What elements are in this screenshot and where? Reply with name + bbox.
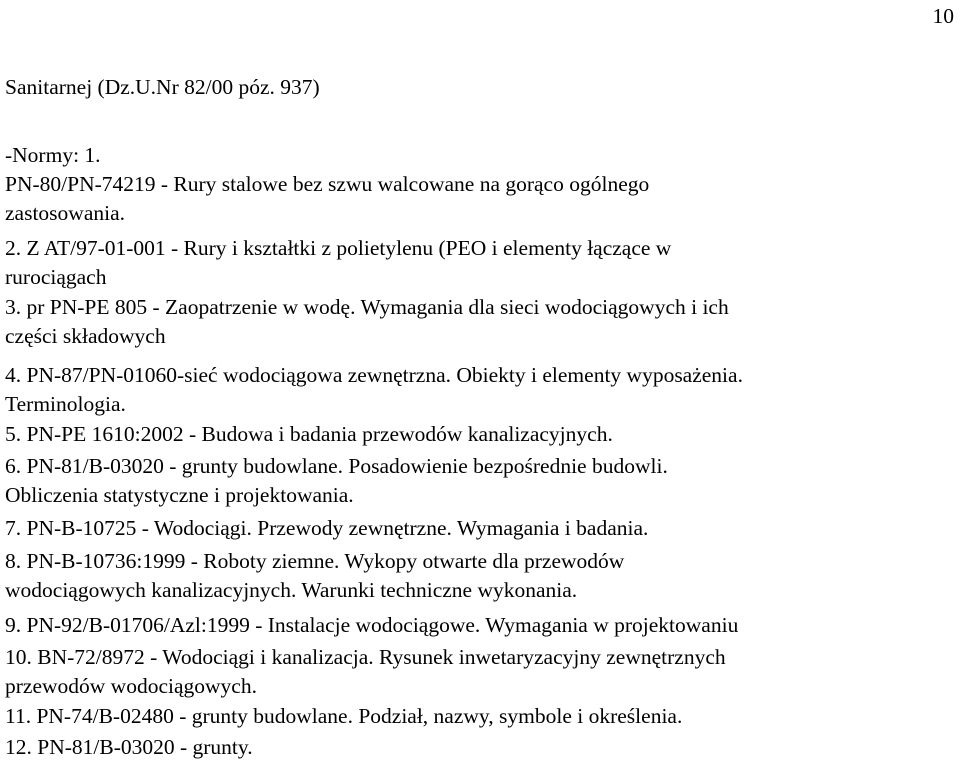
norm-line: 11. PN-74/B-02480 - grunty budowlane. Podział, nazwy, symbole i określenia.: [5, 704, 683, 728]
intro-line: Sanitarnej (Dz.U.Nr 82/00 póz. 937): [5, 75, 320, 99]
norm-line: 7. PN-B-10725 - Wodociągi. Przewody zewnętrzne. Wymagania i badania.: [5, 516, 649, 540]
norm-line: Obliczenia statystyczne i projektowania.: [5, 483, 354, 507]
norm-line: rurociągach: [5, 265, 107, 289]
norms-heading: -Normy: 1.: [5, 143, 101, 167]
norm-line: wodociągowych kanalizacyjnych. Warunki techniczne wykonania.: [5, 578, 578, 602]
norm-line: części składowych: [5, 324, 166, 348]
norm-line: Terminologia.: [5, 392, 126, 416]
norm-line: 5. PN-PE 1610:2002 - Budowa i badania przewodów kanalizacyjnych.: [5, 422, 613, 446]
page-number: 10: [932, 4, 954, 28]
norm-line: 6. PN-81/B-03020 - grunty budowlane. Posadowienie bezpośrednie budowli.: [5, 454, 668, 478]
norm-line: przewodów wodociągowych.: [5, 674, 257, 698]
norm-line: PN-80/PN-74219 - Rury stalowe bez szwu walcowane na gorąco ogólnego: [5, 172, 650, 196]
norm-line: 4. PN-87/PN-01060-sieć wodociągowa zewnętrzna. Obiekty i elementy wyposażenia.: [5, 363, 743, 387]
norm-line: zastosowania.: [5, 201, 126, 225]
norm-line: 10. BN-72/8972 - Wodociągi i kanalizacja. Rysunek inwetaryzacyjny zewnętrznych: [5, 645, 726, 669]
norm-line: 12. PN-81/B-03020 - grunty.: [5, 735, 253, 759]
norm-line: 3. pr PN-PE 805 - Zaopatrzenie w wodę. Wymagania dla sieci wodociągowych i ich: [5, 295, 729, 319]
norm-line: 8. PN-B-10736:1999 - Roboty ziemne. Wykopy otwarte dla przewodów: [5, 549, 625, 573]
norm-line: 2. Z AT/97-01-001 - Rury i kształtki z polietylenu (PEO i elementy łączące w: [5, 236, 672, 260]
norm-line: 9. PN-92/B-01706/Azl:1999 - Instalacje wodociągowe. Wymagania w projektowaniu: [5, 613, 739, 637]
